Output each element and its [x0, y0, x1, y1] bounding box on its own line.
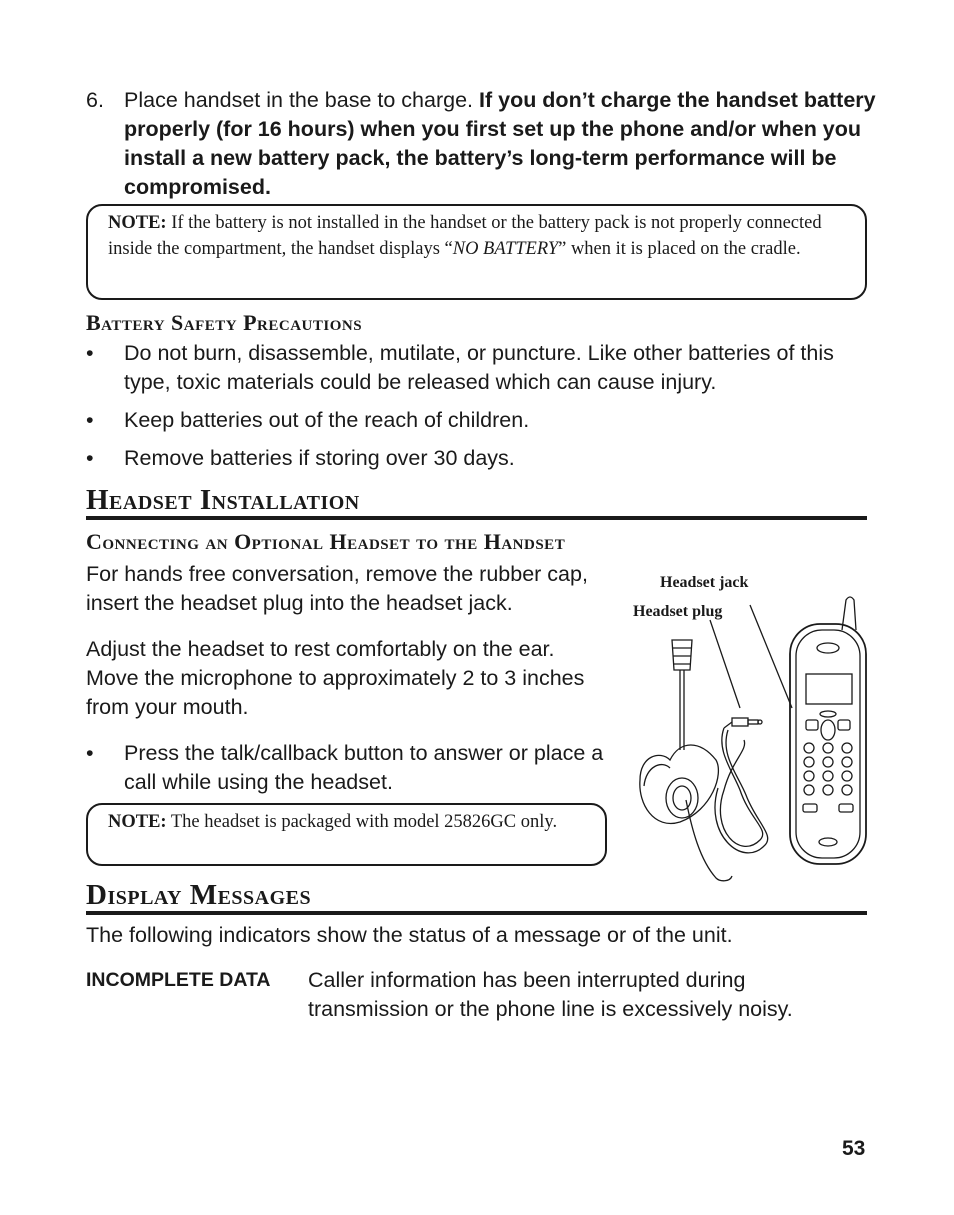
note-label: NOTE: [108, 213, 167, 233]
bullet-item [86, 406, 876, 435]
bullet-dot: • [86, 408, 94, 432]
step-6 [86, 86, 876, 202]
bullet-text: Press the talk/callback button to answer or place a call while using the headset. [124, 741, 604, 794]
headset-plug-label: Headset plug [633, 603, 723, 620]
bullet-text: Keep batteries out of the reach of children. [124, 408, 530, 432]
display-messages-intro: The following indicators show the status of a message or of the unit. [86, 923, 733, 947]
bullet-dot: • [86, 741, 94, 765]
step-text-bold: If you don’t charge the handset battery properly (for 16 hours) when you first set up the phone and/or when you install a new battery pack, the battery’s long-term performance will be compromised. [124, 88, 876, 199]
bullet-text: Do not burn, disassemble, mutilate, or puncture. Like other batteries of this type, toxic materials could be released which can cause injury. [124, 341, 834, 394]
jack-leader-line [750, 605, 792, 708]
headset-jack-label: Headset jack [660, 574, 749, 591]
step-text-plain: Place handset in the base to charge. [124, 88, 479, 112]
battery-note-box [86, 204, 867, 300]
boom-mic-head [672, 640, 692, 670]
page-number: 53 [842, 1137, 866, 1160]
keypad [804, 743, 852, 795]
note-text-b: ” when it is placed on the cradle. [558, 239, 801, 259]
headset-heading: Headset Installation [86, 484, 360, 516]
step-number: 6. [86, 88, 104, 112]
headset-para-2: Adjust the headset to rest comfortably on the ear. Move the microphone to approximately 2 to 3 inches from your mouth. [86, 637, 585, 719]
handset-display [806, 674, 852, 704]
message-definition: Caller information has been interrupted during transmission or the phone line is excessively noisy. [308, 968, 793, 1021]
note-text: The headset is packaged with model 25826GC only. [166, 812, 558, 832]
plug-leader-line [710, 620, 740, 708]
earpiece [817, 643, 839, 653]
headset-para-1: For hands free conversation, remove the rubber cap, insert the headset plug into the headset jack. [86, 562, 588, 615]
headset-subheading: Connecting an Optional Headset to the Handset [86, 529, 566, 554]
battery-safety-heading: Battery Safety Precautions [86, 310, 363, 335]
section-rule [86, 911, 867, 915]
microphone-hole [819, 838, 837, 846]
bullet-text: Remove batteries if storing over 30 days. [124, 446, 515, 470]
handset-body [790, 624, 866, 864]
headset-note-box [86, 803, 607, 866]
ear-cup [640, 745, 719, 823]
step-text [124, 86, 876, 202]
note-label: NOTE: [108, 812, 167, 832]
note-italic: NO BATTERY [452, 239, 559, 259]
message-term: INCOMPLETE DATA [86, 969, 271, 991]
bullet-dot: • [86, 446, 94, 470]
display-messages-heading: Display Messages [86, 879, 312, 911]
bullet-dot: • [86, 341, 94, 365]
bullet-item [86, 444, 876, 473]
headset-plug [724, 718, 762, 728]
note-text-a: If the battery is not installed in the handset or the battery pack is not properly connected inside the compartment, the handset displays “ [108, 213, 822, 259]
headset-handset-illustration [620, 590, 880, 890]
headset-bullet [86, 739, 606, 797]
bullet-item [86, 339, 876, 397]
section-rule [86, 516, 867, 520]
